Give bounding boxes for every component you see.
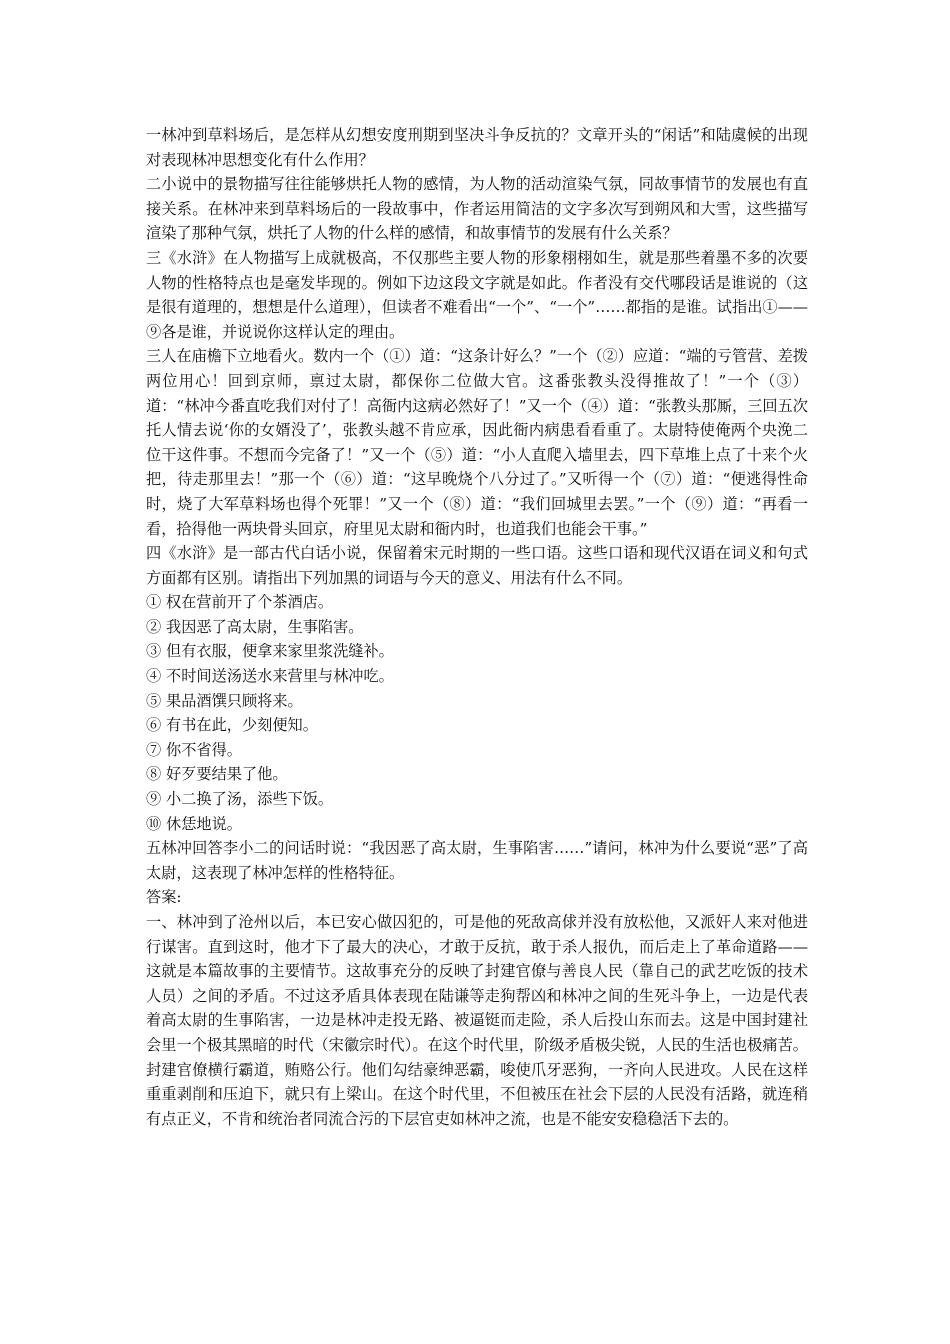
question-1: 一林冲到草料场后，是怎样从幻想安度刑期到坚决斗争反抗的？文章开头的“闲话”和陆虞候的出现对表现林冲思想变化有什么作用？ xyxy=(146,126,808,169)
list-item: ⑥ 有书在此，少刻便知。 xyxy=(146,716,318,735)
question-4: 四《水浒》是一部古代白话小说，保留着宋元时期的一些口语。这些口语和现代汉语在词义和句式方面都有区别。请指出下列加黑的词语与今天的意义、用法有什么不同。 xyxy=(146,544,808,587)
list-item: ⑦ 你不省得。 xyxy=(146,740,242,759)
question-2: 二小说中的景物描写往往能够烘托人物的感情，为人物的活动渲染气氛，同故事情节的发展也有直接关系。在林冲来到草料场后的一段故事中，作者运用简洁的文字多次写到朔风和大雪，这些描写渲染了那种气氛，烘托了人物的什么样的感情，和故事情节的发展有什么关系？ xyxy=(146,175,808,243)
excerpt-passage: 三人在庙檐下立地看火。数内一个（①）道：“这条计好么？”一个（②）应道：“端的亏管营、差拨两位用心！回到京师，禀过太尉，都保你二位做大官。这番张教头没得推故了！”一个（③）道：“林冲今番直吃我们对付了！高衙内这病必然好了！”又一个（④）道：“张教头那厮，三回五次托人情去说‘你的女婿没了’，张教头越不肯应承，因此衙内病患看看重了。太尉特使俺两个央浼二位干这件事。不想而今完备了！”又一个（⑤）道：“小人直爬入墙里去，四下草堆上点了十来个火把，待走那里去！”那一个（⑥）道：“这早晚烧个八分过了。”又听得一个（⑦）道：“便逃得性命时，烧了大军草料场也得个死罪！”又一个（⑧）道：“我们回城里去罢。”一个（⑨）道：“再看一看，拾得他一两块骨头回京，府里见太尉和衙内时，也道我们也能会干事。” xyxy=(146,347,808,538)
list-item: ⑩ 休恁地说。 xyxy=(146,814,242,833)
list-item: ⑤ 果品酒馔只顾将来。 xyxy=(146,691,303,710)
list-item: ② 我因恶了高太尉，生事陷害。 xyxy=(146,617,364,636)
answer-1: 一、林冲到了沧州以后，本已安心做囚犯的，可是他的死敌高俅并没有放松他，又派奸人来对他进行谋害。直到这时，他才下了最大的决心，才敢于反抗，敢于杀人报仇，而后走上了革命道路——这就是本篇故事的主要情节。这故事充分的反映了封建官僚与善良人民（靠自己的武艺吃饭的技术人员）之间的矛盾。不过这矛盾具体表现在陆谦等走狗帮凶和林冲之间的生死斗争上，一边是代表着高太尉的生事陷害，一边是林冲走投无路、被逼铤而走险，杀人后投山东而去。这是中国封建社会里一个极其黑暗的时代（宋徽宗时代）。在这个时代里，阶级矛盾极尖锐，人民的生活也极痛苦。封建官僚横行霸道，贿赂公行。他们勾结豪绅恶霸，唆使爪牙恶狗，一齐向人民进攻。人民在这样重重剥削和压迫下，就只有上梁山。在这个时代里，不但被压在社会下层的人民没有活路，就连稍有点正义，不肯和统治者同流合污的下层官吏如林冲之流，也是不能安安稳稳活下去的。 xyxy=(146,913,808,1128)
document-body xyxy=(146,123,808,1131)
answer-heading: 答案: xyxy=(146,888,182,907)
question-3: 三《水浒》在人物描写上成就极高，不仅那些主要人物的形象栩栩如生，就是那些着墨不多的次要人物的性格特点也是毫发毕现的。例如下边这段文字就是如此。作者没有交代哪段话是谁说的（这是很有道理的，想想是什么道理），但读者不难看出“一个”、“一个”……都指的是谁。试指出①——⑨各是谁，并说说你这样认定的理由。 xyxy=(146,248,808,341)
list-item: ④ 不时间送汤送水来营里与林冲吃。 xyxy=(146,667,394,686)
question-5: 五林冲回答李小二的问话时说：“我因恶了高太尉，生事陷害……”请问，林冲为什么要说“恶”了高太尉，这表现了林冲怎样的性格特征。 xyxy=(146,839,808,882)
list-item: ⑨ 小二换了汤，添些下饭。 xyxy=(146,790,334,809)
list-item: ① 权在营前开了个茶酒店。 xyxy=(146,593,334,612)
list-item: ③ 但有衣服，便拿来家里浆洗缝补。 xyxy=(146,642,394,661)
list-item: ⑧ 好歹要结果了他。 xyxy=(146,765,288,784)
